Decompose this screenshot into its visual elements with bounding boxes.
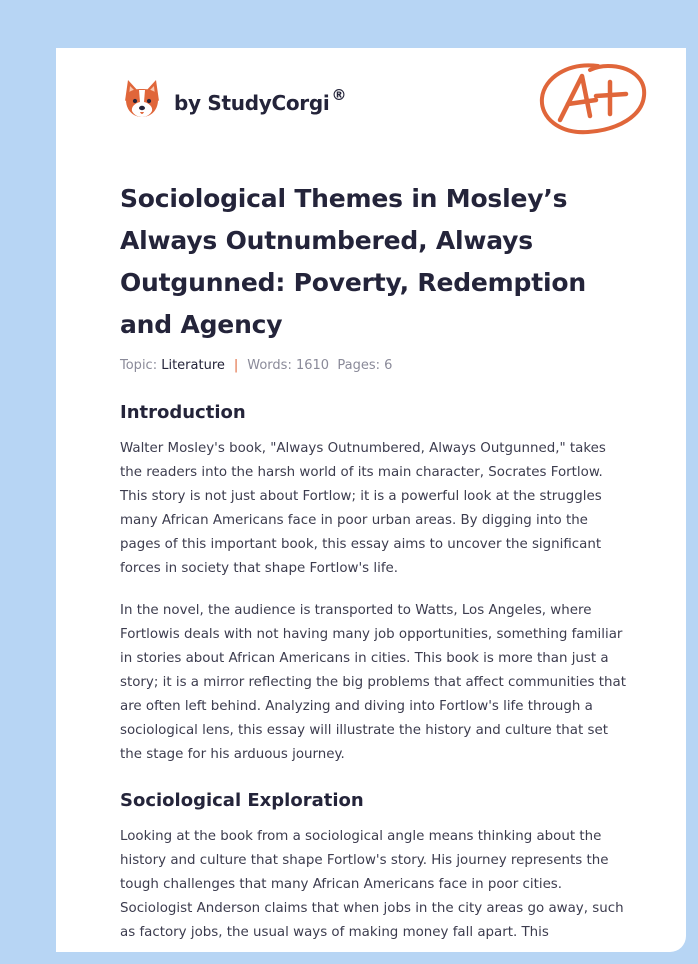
page-title: Sociological Themes in Mosley’s Always Outnumbered, Always Outgunned: Poverty, Redemption and Agency — [120, 184, 586, 339]
meta-separator: | — [233, 358, 239, 373]
article-meta — [120, 357, 632, 375]
registered-mark: ® — [331, 86, 347, 104]
brand-name: by StudyCorgi ® — [174, 86, 347, 115]
document-card — [56, 48, 686, 952]
section-heading-sociological-exploration: Sociological Exploration — [120, 790, 364, 811]
a-plus-grade-badge — [538, 58, 650, 140]
article-content — [120, 178, 632, 945]
paragraph: In the novel, the audience is transported to Watts, Los Angeles, where Fortlowis deals with not having many job opportunities, something familiar in stories about African Americans in cities. This book is more than just a story; it is a mirror reflecting the big problems that affect communities that are often left behind. Analyzing and diving into Fortlow's life through a sociological lens, this essay will illustrate the history and culture that set the stage for his arduous journey. — [120, 603, 626, 762]
words-count: 1610 — [295, 358, 330, 373]
pages-count: 6 — [384, 358, 393, 373]
section-heading-introduction: Introduction — [120, 402, 246, 423]
topic-link[interactable]: Literature — [161, 358, 225, 373]
corgi-icon — [122, 77, 162, 121]
topic-label: Topic: — [120, 358, 158, 373]
words-label: Words: — [247, 358, 292, 373]
paragraph: Looking at the book from a sociological angle means thinking about the history and culture that shape Fortlow's story. His journey represents the tough challenges that many African Americans face in poor cities. Sociologist Anderson claims that when jobs in the city areas go away, such as factory jobs, the usual ways of making money fall apart. This — [120, 829, 624, 940]
studycorgi-logo[interactable] — [122, 76, 346, 122]
pages-label: Pages: — [337, 358, 380, 373]
paragraph: Walter Mosley's book, "Always Outnumbered, Always Outgunned," takes the readers into the harsh world of its main character, Socrates Fortlow. This story is not just about Fortlow; it is a powerful look at the struggles many African Americans face in poor urban areas. By digging into the pages of this important book, this essay aims to uncover the significant forces in society that shape Fortlow's life. — [120, 441, 606, 576]
